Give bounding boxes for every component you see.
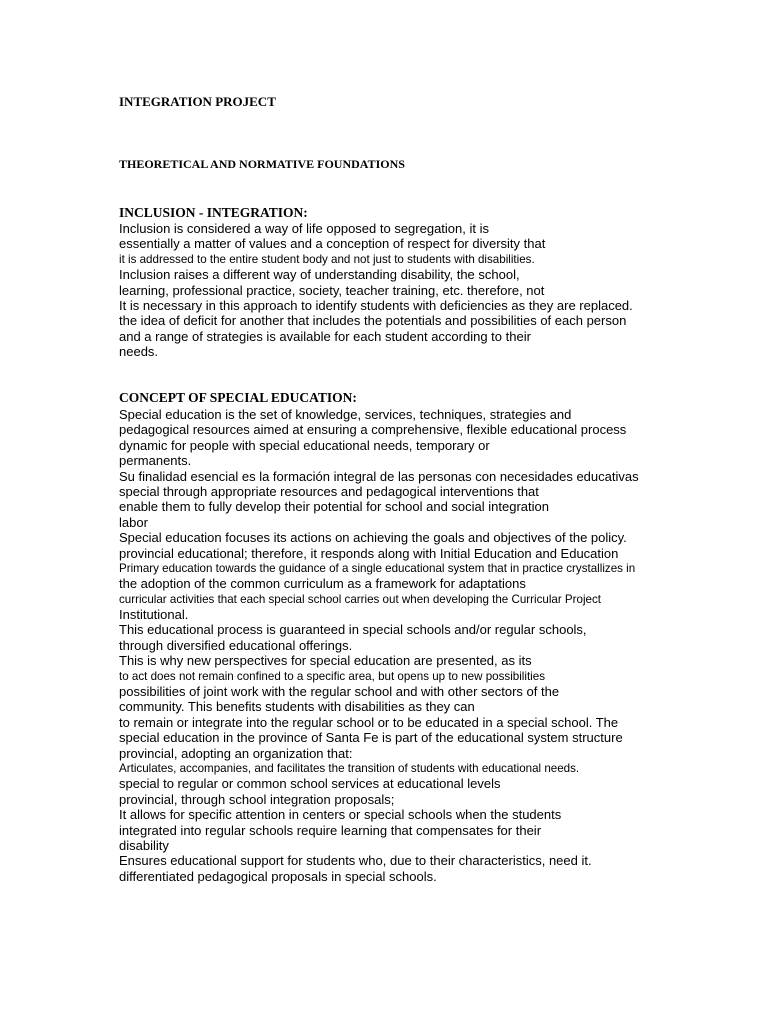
paragraph-line: This educational process is guaranteed in special schools and/or regular schools, — [119, 622, 587, 638]
section-body-special-education — [119, 407, 639, 884]
paragraph-line: Special education focuses its actions on achieving the goals and objectives of the policy. — [119, 530, 627, 546]
paragraph-line: It allows for specific attention in centers or special schools when the students — [119, 807, 562, 823]
paragraph-line: special to regular or common school services at educational levels — [119, 776, 501, 792]
paragraph-line: the idea of deficit for another that includes the potentials and possibilities of each person — [119, 313, 627, 329]
paragraph-line: through diversified educational offerings. — [119, 637, 353, 653]
paragraph-line: Inclusion raises a different way of understanding disability, the school, — [119, 267, 520, 283]
paragraph-line: to remain or integrate into the regular school or to be educated in a special school. The — [119, 714, 619, 730]
paragraph-line: Special education is the set of knowledge, services, techniques, strategies and — [119, 407, 572, 422]
paragraph-line: pedagogical resources aimed at ensuring a comprehensive, flexible educational process — [119, 422, 627, 438]
paragraph-line: Institutional. — [119, 607, 189, 623]
paragraph-line: Articulates, accompanies, and facilitates the transition of students with educational needs. — [119, 761, 580, 775]
section-heading-inclusion: INCLUSION - INTEGRATION: — [119, 205, 308, 220]
paragraph-line: special education in the province of Santa Fe is part of the educational system structure — [119, 730, 623, 746]
paragraph-line: It is necessary in this approach to identify students with deficiencies as they are replaced. — [119, 297, 633, 313]
paragraph-line: curricular activities that each special school carries out when developing the Curricular Project — [119, 592, 602, 606]
paragraph-line: disability — [119, 837, 169, 853]
paragraph-line: differentiated pedagogical proposals in special schools. — [119, 868, 437, 884]
paragraph-line: to act does not remain confined to a specific area, but opens up to new possibilities — [119, 669, 546, 683]
paragraph-line: community. This benefits students with disabilities as they can — [119, 699, 475, 715]
paragraph-line: the adoption of the common curriculum as a framework for adaptations — [119, 576, 526, 592]
paragraph-line: learning, professional practice, society, teacher training, etc. therefore, not — [119, 282, 545, 298]
section-body-inclusion — [119, 221, 633, 360]
paragraph-line: provincial, through school integration proposals; — [119, 791, 395, 807]
paragraph-line: provincial educational; therefore, it responds along with Initial Education and Education — [119, 545, 619, 561]
paragraph-line: labor — [119, 514, 148, 530]
paragraph-line: provincial, adopting an organization that: — [119, 745, 353, 761]
paragraph-line: and a range of strategies is available for each student according to their — [119, 328, 531, 344]
paragraph-line: Inclusion is considered a way of life opposed to segregation, it is — [119, 221, 489, 236]
section-heading-special-education: CONCEPT OF SPECIAL EDUCATION: — [119, 390, 357, 405]
paragraph-line: This is why new perspectives for special education are presented, as its — [119, 653, 532, 669]
paragraph-line: Su finalidad esencial es la formación integral de las personas con necesidades educativas — [119, 468, 639, 484]
paragraph-line: integrated into regular schools require learning that compensates for their — [119, 822, 542, 838]
document-title: INTEGRATION PROJECT — [119, 94, 276, 109]
paragraph-line: needs. — [119, 344, 159, 360]
paragraph-line: possibilities of joint work with the regular school and with other sectors of the — [119, 684, 560, 700]
paragraph-line: permanents. — [119, 453, 192, 469]
paragraph-line: Ensures educational support for students who, due to their characteristics, need it. — [119, 853, 592, 869]
paragraph-line: special through appropriate resources and pedagogical interventions that — [119, 483, 539, 499]
document-subtitle: THEORETICAL AND NORMATIVE FOUNDATIONS — [119, 157, 405, 171]
paragraph-line: essentially a matter of values and a conception of respect for diversity that — [119, 236, 546, 252]
paragraph-line: it is addressed to the entire student body and not just to students with disabilities. — [119, 252, 535, 266]
paragraph-line: dynamic for people with special educational needs, temporary or — [119, 437, 490, 453]
paragraph-line: enable them to fully develop their potential for school and social integration — [119, 499, 549, 515]
paragraph-line: Primary education towards the guidance of a single educational system that in practice crystallizes in — [119, 561, 636, 575]
